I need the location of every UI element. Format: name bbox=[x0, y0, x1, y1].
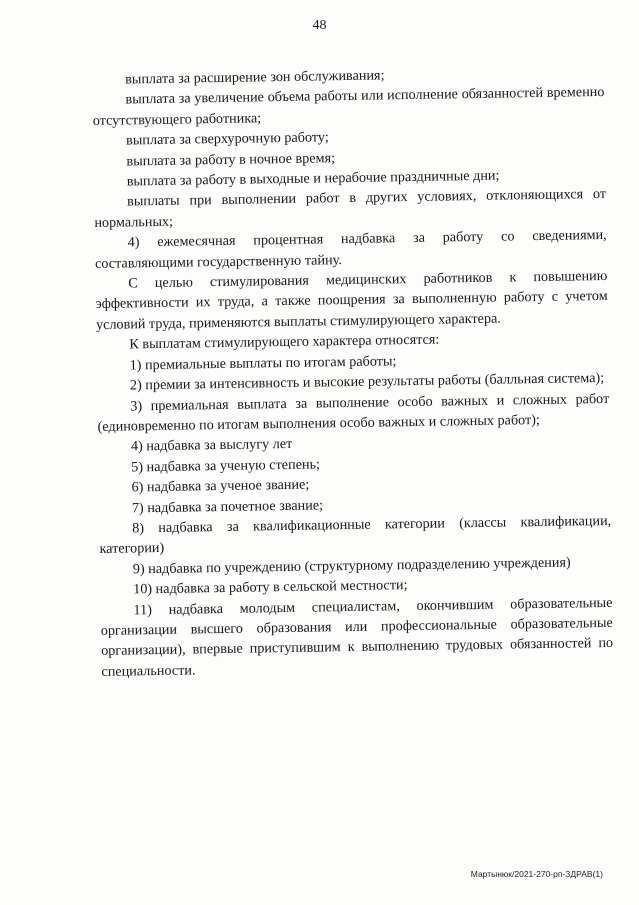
document-body bbox=[92, 62, 614, 682]
paragraph: 4) надбавка за выслугу лет bbox=[130, 436, 293, 455]
paragraph: выплата за работу в выходные и нерабочие праздничные дни; bbox=[126, 167, 500, 190]
paragraph: 5) надбавка за ученую степень; bbox=[131, 456, 321, 476]
paragraph: выплата за работу в ночное время; bbox=[126, 149, 336, 170]
page-number: 48 bbox=[312, 18, 327, 33]
document-footer: Мартынюк/2021-270-рп-ЗДРАВ(1) bbox=[470, 869, 603, 879]
paragraph: 11) надбавка молодым специалистам, окончившим образовательные организации высшего образования или профессиональные образовательные организации), впервые приступившим к выполнению трудовых обязанностей по специальности. bbox=[100, 594, 614, 680]
paragraph: 7) надбавка за почетное звание; bbox=[131, 496, 324, 516]
paragraph: С целью стимулирования медицинских работников к повышению эффективности их труда, а также поощрения за выполненную работу с учетом условий труда, применяются выплаты стимулирующего характера. bbox=[95, 267, 608, 333]
paragraph: 1) премиальные выплаты по итогам работы; bbox=[129, 352, 397, 374]
paragraph: выплата за расширение зон обслуживания; bbox=[125, 67, 385, 88]
paragraph: выплата за сверхурочную работу; bbox=[125, 129, 329, 149]
paragraph: 4) ежемесячная процентная надбавка за работу со сведениями, составляющими государственную тайну. bbox=[94, 227, 607, 272]
paragraph: К выплатам стимулирующего характера относятся: bbox=[129, 331, 440, 353]
paragraph: 10) надбавка за работу в сельской местности; bbox=[133, 577, 408, 598]
paragraph: 3) премиальная выплата за выполнение особо важных и сложных работ (единовременно по итогам выполнения особо важных и сложных работ); bbox=[97, 390, 610, 435]
paragraph: выплата за увеличение объема работы или исполнение обязанностей временно отсутствующего работника; bbox=[92, 84, 605, 129]
paragraph: 6) надбавка за ученое звание; bbox=[131, 476, 310, 496]
paragraph: 9) надбавка по учреждению (структурному подразделению учреждения) bbox=[132, 554, 571, 578]
paragraph: 8) надбавка за квалификационные категории (классы квалификации, категории) bbox=[99, 512, 612, 558]
paragraph: 2) премии за интенсивность и высокие результаты работы (балльная система); bbox=[129, 370, 605, 394]
paragraph: выплаты при выполнении работ в других условиях, отклоняющихся от нормальных; bbox=[94, 186, 607, 231]
